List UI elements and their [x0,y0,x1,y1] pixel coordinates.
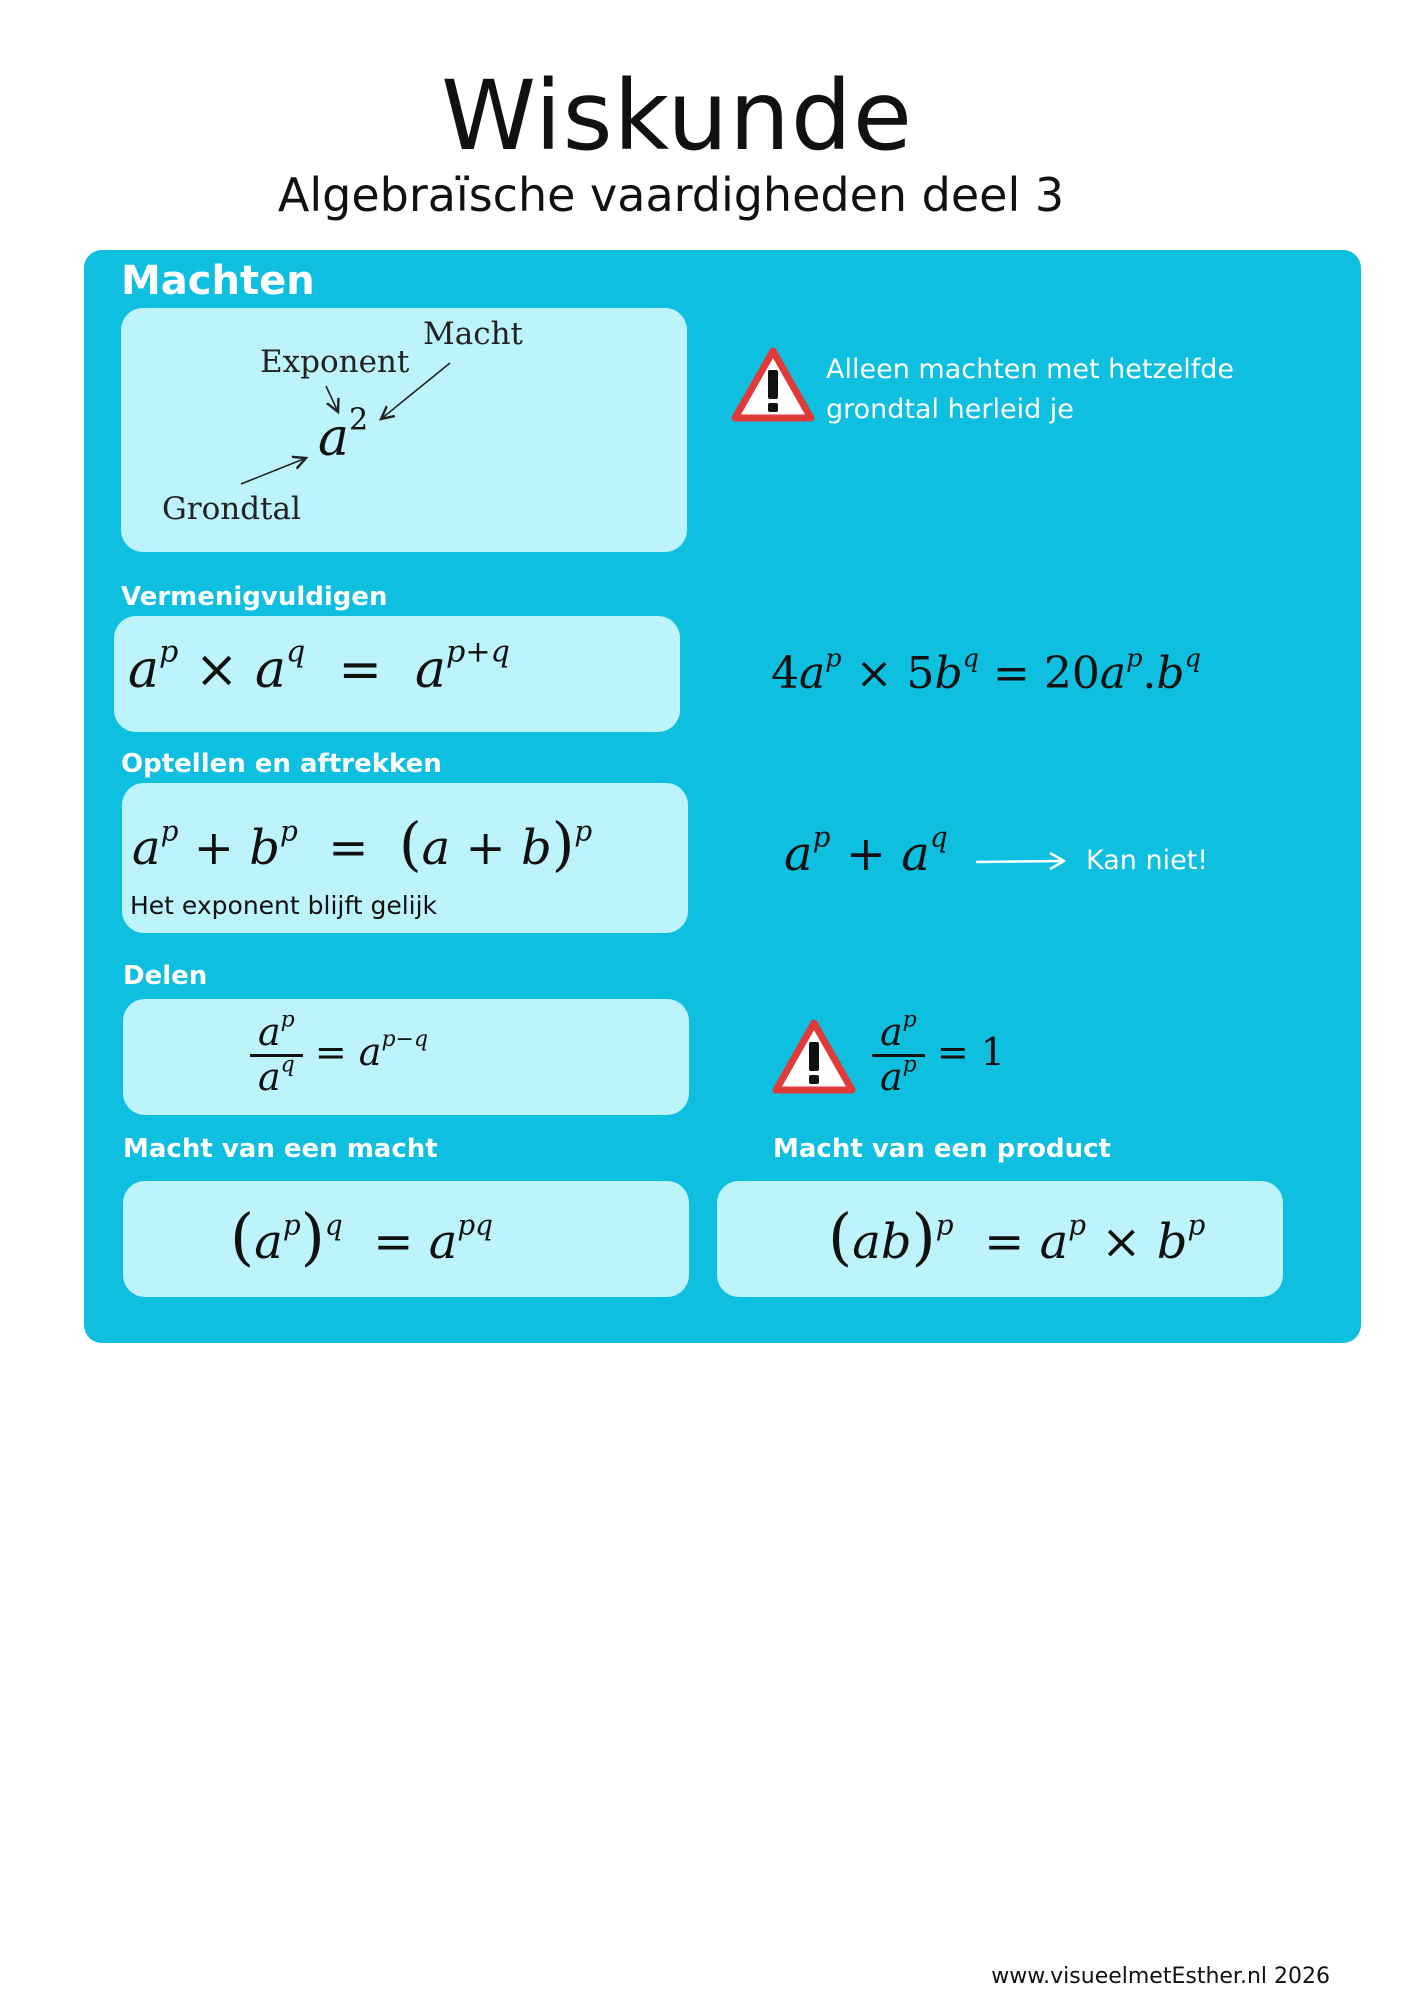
macht-van-macht-rule: $(a^p)^q = a^{pq}$ [230,1200,493,1273]
optellen-note: Het exponent blijft gelijk [130,891,438,920]
arrow-grondtal [241,458,306,484]
label-exponent: Exponent [260,344,410,380]
delen-example: $\frac{a^p}{a^p}$ = 1 [872,1012,1005,1099]
arrow-exponent [326,386,338,412]
fraction: $\frac{a^p}{a^p}$ [872,1012,925,1099]
section-title-optellen: Optellen en aftrekken [121,749,442,779]
optellen-rule: $a^p + b^p = (a + b)^p$ [132,810,593,878]
warning-triangle-icon [730,346,816,424]
vermenigvuldigen-example: $4a^p \times 5b^q = 20a^p.b^q$ [771,643,1201,699]
arrow-right-icon [974,850,1070,874]
warning-text-machten [826,350,1234,430]
section-title-macht-van-product: Macht van een product [773,1134,1111,1164]
power-example: $a^2$ [318,402,369,468]
page-subtitle: Algebraïsche vaardigheden deel 3 [277,168,1065,222]
arrow-macht [381,363,450,419]
section-title-machten: Machten [121,258,315,304]
vermenigvuldigen-rule: $a^p \times a^q = a^{p+q}$ [128,634,510,700]
warning-text-line1: Alleen machten met hetzelfde [826,354,1235,385]
kan-niet-text: Kan niet! [1086,845,1209,876]
footer-site: www.visueelmetEsther.nl 2026 [991,1964,1330,1989]
fraction: $\frac{a^p}{a^q}$ [250,1012,303,1099]
section-title-vermenigvuldigen: Vermenigvuldigen [121,582,388,612]
optellen-counter-example: $a^p + a^q$ [784,820,948,882]
label-grondtal: Grondtal [162,491,301,527]
diagram-arrows [121,308,687,552]
warning-text-line2: grondtal herleid je [826,394,1074,425]
warning-triangle-icon [771,1018,857,1096]
macht-van-product-rule: $(ab)^p = a^p \times b^p$ [828,1200,1206,1273]
page-title: Wiskunde [441,60,913,172]
label-macht: Macht [423,316,524,352]
delen-rule: $\frac{a^p}{a^q}$ = $a^{p-q}$ [250,1012,428,1099]
section-title-delen: Delen [123,961,208,991]
section-title-macht-van-macht: Macht van een macht [123,1134,438,1164]
